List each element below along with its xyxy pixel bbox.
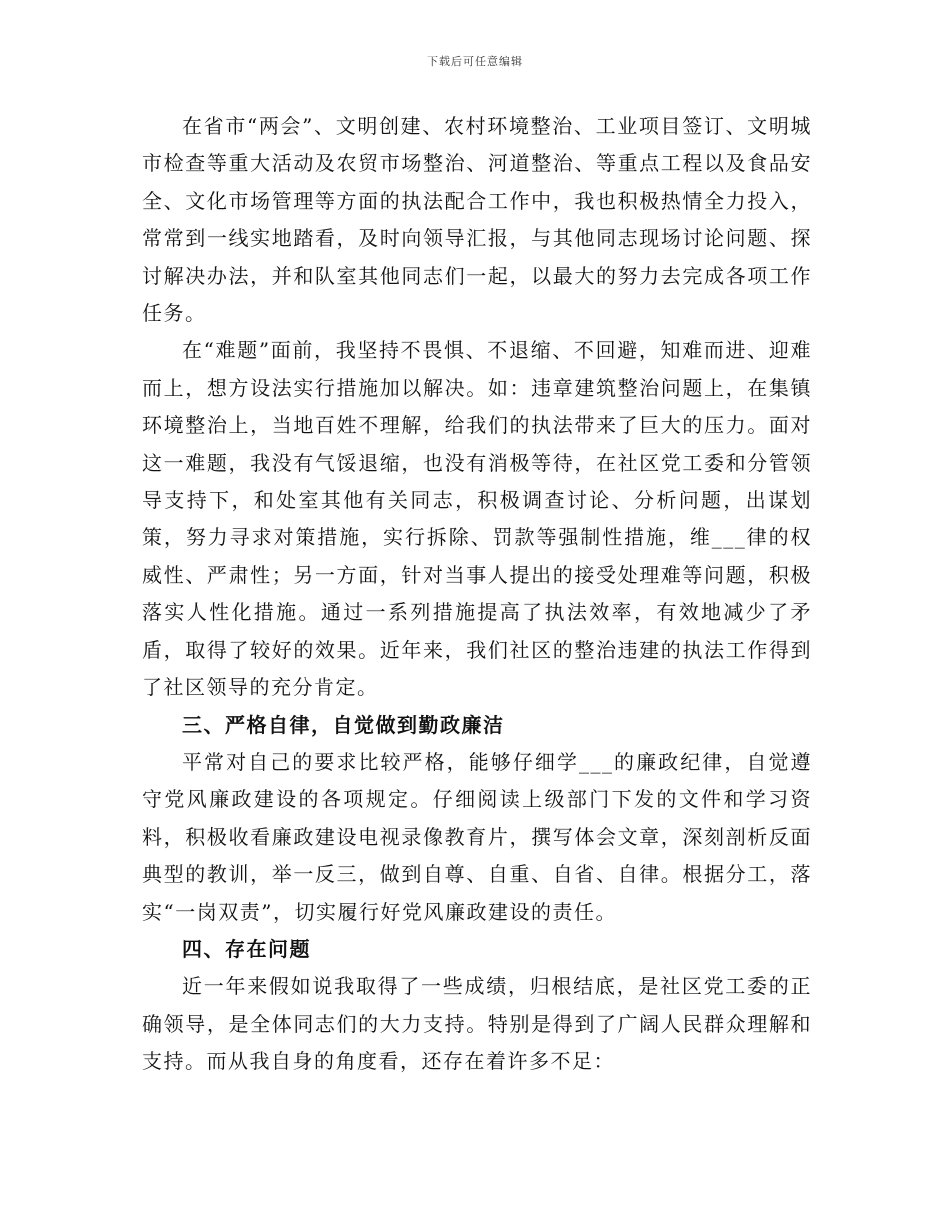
paragraph-enforcement-cooperation: 在省市“两会”、文明创建、农村环境整治、工业项目签订、文明城市检查等重大活动及农贸市场整治、河道整治、等重点工程以及食品安全、文化市场管理等方面的执法配合工作中，我也积极热情全力投入，常常到一线实地踏看，及时向领导汇报，与其他同志现场讨论问题、探讨解决办法，并和队室其他同志们一起，以最大的努力去完成各项工作任务。 <box>142 114 812 326</box>
page-header-note: 下载后可任意编辑 <box>427 55 523 68</box>
section-heading-self-discipline: 三、严格自律，自觉做到勤政廉洁 <box>182 712 505 737</box>
paragraph-self-discipline: 平常对自己的要求比较严格，能够仔细学___的廉政纪律，自觉遵守党风廉政建设的各项规定。仔细阅读上级部门下发的文件和学习资料，积极收看廉政建设电视录像教育片，撰写体会文章，深刻剖析反面典型的教训，举一反三，做到自尊、自重、自省、自律。根据分工，落实“一岗双责”，切实履行好党风廉政建设的责任。 <box>142 749 812 924</box>
section-heading-problems: 四、存在问题 <box>182 936 311 961</box>
document-body <box>142 108 812 1081</box>
paragraph-problems: 近一年来假如说我取得了一些成绩，归根结底，是社区党工委的正确领导，是全体同志们的大力支持。特别是得到了广阔人民群众理解和支持。而从我自身的角度看，还存在着许多不足： <box>142 974 812 1074</box>
paragraph-difficulties: 在“难题”面前，我坚持不畏惧、不退缩、不回避，知难而进、迎难而上，想方设法实行措施加以解决。如：违章建筑整治问题上，在集镇环境整治上，当地百姓不理解，给我们的执法带来了巨大的压力。面对这一难题，我没有气馁退缩，也没有消极等待，在社区党工委和分管领导支持下，和处室其他有关同志，积极调查讨论、分析问题，出谋划策，努力寻求对策措施，实行拆除、罚款等强制性措施，维___律的权威性、严肃性；另一方面，针对当事人提出的接受处理难等问题，积极落实人性化措施。通过一系列措施提高了执法效率，有效地减少了矛盾，取得了较好的效果。近年来，我们社区的整治违建的执法工作得到了社区领导的充分肯定。 <box>142 338 812 700</box>
